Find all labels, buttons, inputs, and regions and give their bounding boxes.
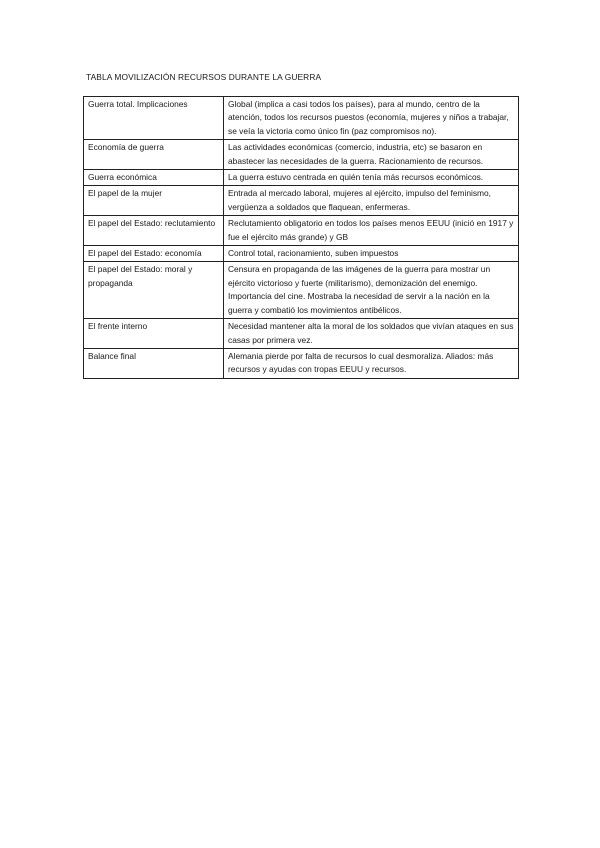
row-text-cell: Control total, racionamiento, suben impuestos — [224, 246, 519, 262]
row-text-cell: La guerra estuvo centrada en quién tenía más recursos económicos. — [224, 170, 519, 186]
row-text-cell: Reclutamiento obligatorio en todos los países menos EEUU (inició en 1917 y fue el ejército más grande) y GB — [224, 216, 519, 246]
table-row — [84, 246, 519, 262]
row-text-cell: Entrada al mercado laboral, mujeres al ejército, impulso del feminismo, vergüenza a soldados que flaquean, enfermeras. — [224, 186, 519, 216]
row-text-cell: Necesidad mantener alta la moral de los soldados que vivían ataques en sus casas por primera vez. — [224, 319, 519, 349]
row-text-cell: Las actividades económicas (comercio, industria, etc) se basaron en abastecer las necesidades de la guerra. Racionamiento de recursos. — [224, 140, 519, 170]
table-row — [84, 262, 519, 319]
table-row — [84, 348, 519, 378]
row-label-cell: Guerra total. Implicaciones — [84, 97, 224, 140]
mobilization-table — [83, 96, 519, 379]
row-label-cell: Balance final — [84, 348, 224, 378]
row-label-cell: El papel de la mujer — [84, 186, 224, 216]
row-label-cell: El papel del Estado: reclutamiento — [84, 216, 224, 246]
table-row — [84, 170, 519, 186]
row-label-cell: El papel del Estado: moral y propaganda — [84, 262, 224, 319]
row-text-cell: Alemania pierde por falta de recursos lo cual desmoraliza. Aliados: más recursos y ayudas con tropas EEUU y recursos. — [224, 348, 519, 378]
table-row — [84, 97, 519, 140]
table-row — [84, 186, 519, 216]
table-row — [84, 319, 519, 349]
row-label-cell: El frente interno — [84, 319, 224, 349]
table-row — [84, 216, 519, 246]
row-text-cell: Censura en propaganda de las imágenes de la guerra para mostrar un ejército victorioso y fuerte (militarismo), demonización del enemigo. Importancia del cine. Mostraba la necesidad de servir a la nación en la guerra y combatió los movimientos antibélicos. — [224, 262, 519, 319]
row-label-cell: Economía de guerra — [84, 140, 224, 170]
row-label-cell: El papel del Estado: economía — [84, 246, 224, 262]
row-text-cell: Global (implica a casi todos los países), para al mundo, centro de la atención, todos los recursos puestos (economía, mujeres y niños a trabajar, se veía la victoria como único fin (paz compromisos no). — [224, 97, 519, 140]
table-row — [84, 140, 519, 170]
row-label-cell: Guerra económica — [84, 170, 224, 186]
document-title: TABLA MOVILIZACIÓN RECURSOS DURANTE LA GUERRA — [86, 72, 322, 82]
